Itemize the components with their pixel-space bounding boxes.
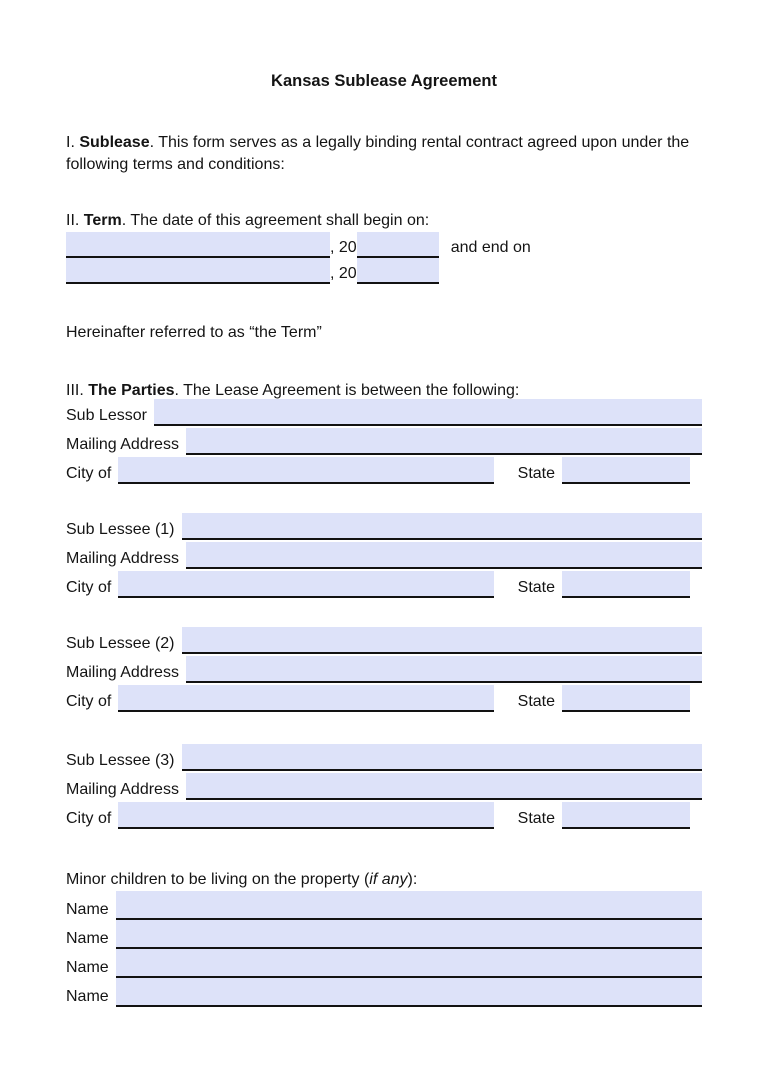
sub-lessee-1-mailing-address-field[interactable]: [186, 542, 702, 569]
party-block-sub-lessee-1: [66, 511, 702, 598]
minor-name-row-2: [66, 920, 702, 949]
party-name-row: [66, 511, 702, 540]
mailing-address-row: [66, 540, 702, 569]
term-and-end-on-text: and end on: [450, 239, 531, 256]
mailing-address-row: [66, 771, 702, 800]
city-of-label: City of: [66, 579, 112, 596]
section-sublease-paragraph: [66, 132, 702, 176]
section-parties-term: The Parties: [88, 382, 175, 399]
state-label: State: [517, 810, 555, 827]
sub-lessee-1-state-field[interactable]: [562, 571, 690, 598]
sub-lessor-state-field[interactable]: [562, 457, 690, 484]
minors-intro: [66, 869, 702, 891]
sub-lessor-label: Sub Lessor: [66, 407, 147, 424]
city-state-row: [66, 683, 702, 712]
mailing-address-row: [66, 654, 702, 683]
party-block-sub-lessee-3: [66, 742, 702, 829]
term-end-date-field[interactable]: [66, 258, 330, 284]
sub-lessee-3-label: Sub Lessee (3): [66, 752, 175, 769]
party-block-sub-lessee-2: [66, 625, 702, 712]
section-parties-text: . The Lease Agreement is between the following:: [174, 382, 520, 399]
term-end-row: [66, 258, 702, 284]
sub-lessee-2-mailing-address-field[interactable]: [186, 656, 702, 683]
minor-name-3-field[interactable]: [116, 949, 702, 978]
name-label: Name: [66, 930, 109, 947]
city-of-label: City of: [66, 810, 112, 827]
city-of-label: City of: [66, 693, 112, 710]
mailing-address-row: [66, 426, 702, 455]
term-begin-date-field[interactable]: [66, 232, 330, 258]
minor-name-row-1: [66, 891, 702, 920]
name-label: Name: [66, 901, 109, 918]
party-name-row: [66, 625, 702, 654]
section-sublease-text: . This form serves as a legally binding rental contract agreed upon under the following terms and conditions:: [66, 134, 690, 173]
city-state-row: [66, 800, 702, 829]
term-begin-row: [66, 232, 702, 258]
minor-name-2-field[interactable]: [116, 920, 702, 949]
party-name-row: [66, 742, 702, 771]
minor-name-4-field[interactable]: [116, 978, 702, 1007]
section-term-numeral: II.: [66, 212, 84, 229]
sub-lessor-city-field[interactable]: [118, 457, 493, 484]
sub-lessee-2-name-field[interactable]: [182, 627, 702, 654]
name-label: Name: [66, 959, 109, 976]
section-term-heading: [66, 210, 702, 232]
mailing-address-label: Mailing Address: [66, 436, 179, 453]
page-title: Kansas Sublease Agreement: [271, 72, 497, 90]
city-of-label: City of: [66, 465, 112, 482]
term-end-year-field[interactable]: [357, 258, 439, 284]
sub-lessee-3-mailing-address-field[interactable]: [186, 773, 702, 800]
mailing-address-label: Mailing Address: [66, 664, 179, 681]
party-block-sub-lessor: [66, 402, 702, 484]
state-label: State: [517, 579, 555, 596]
term-begin-year-field[interactable]: [357, 232, 439, 258]
term-end-comma-20: , 20: [330, 265, 357, 282]
sub-lessee-1-label: Sub Lessee (1): [66, 521, 175, 538]
section-sublease-term: Sublease: [79, 134, 150, 151]
minors-section: [66, 869, 702, 1007]
section-term-text: . The date of this agreement shall begin on:: [121, 212, 430, 229]
state-label: State: [517, 693, 555, 710]
minors-intro-italic: if any: [369, 871, 408, 888]
minor-name-row-3: [66, 949, 702, 978]
mailing-address-label: Mailing Address: [66, 550, 179, 567]
city-state-row: [66, 569, 702, 598]
sub-lessee-3-state-field[interactable]: [562, 802, 690, 829]
section-sublease-numeral: I.: [66, 134, 80, 151]
minors-intro-end: ):: [407, 871, 418, 888]
state-label: State: [517, 465, 555, 482]
mailing-address-label: Mailing Address: [66, 781, 179, 798]
party-name-row: [66, 402, 702, 426]
minor-name-1-field[interactable]: [116, 891, 702, 920]
name-label: Name: [66, 988, 109, 1005]
sub-lessee-1-name-field[interactable]: [182, 513, 702, 540]
sub-lessor-name-field[interactable]: [154, 399, 702, 426]
sub-lessee-3-name-field[interactable]: [182, 744, 702, 771]
term-begin-comma-20: , 20: [330, 239, 357, 256]
hereinafter-text: Hereinafter referred to as “the Term”: [66, 324, 322, 341]
section-term-term: Term: [83, 212, 122, 229]
sub-lessee-2-state-field[interactable]: [562, 685, 690, 712]
section-parties-numeral: III.: [66, 382, 89, 399]
sub-lessee-2-label: Sub Lessee (2): [66, 635, 175, 652]
sub-lessee-3-city-field[interactable]: [118, 802, 493, 829]
city-state-row: [66, 455, 702, 484]
minor-name-row-4: [66, 978, 702, 1007]
sub-lessee-1-city-field[interactable]: [118, 571, 493, 598]
sub-lessor-mailing-address-field[interactable]: [186, 428, 702, 455]
sub-lessee-2-city-field[interactable]: [118, 685, 493, 712]
minors-intro-start: Minor children to be living on the property (: [66, 871, 370, 888]
